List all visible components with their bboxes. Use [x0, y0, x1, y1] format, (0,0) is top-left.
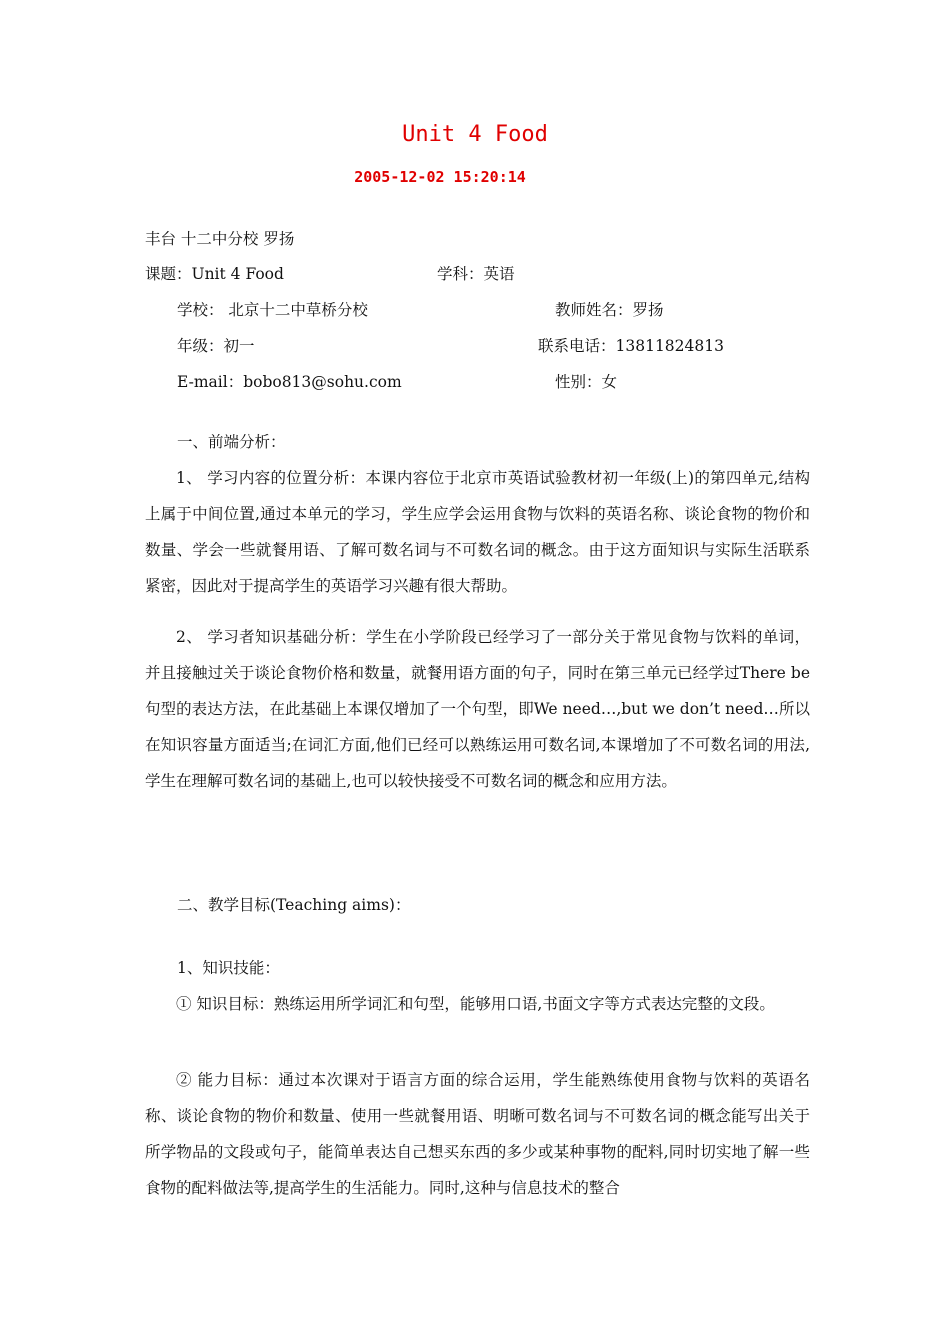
document-title: Unit 4 Food [402, 122, 548, 147]
analysis-paragraph-1: 1、 学习内容的位置分析：本课内容位于北京市英语试验教材初一年级(上)的第四单元,结构上属于中间位置,通过本单元的学习，学生应学会运用食物与饮料的英语名称、谈论食物的物价和数量、学会一些就餐用语、了解可数名词与不可数名词的概念。由于这方面知识与实际生活联系紧密，因此对于提高学生的英语学习兴趣有很大帮助。 [145, 469, 810, 595]
aim-ability: ② 能力目标：通过本次课对于语言方面的综合运用，学生能熟练使用食物与饮料的英语名称、谈论食物的物价和数量、使用一些就餐用语、明晰可数名词与不可数名词的概念能写出关于所学物品的文段或句子，能简单表达自己想买东西的多少或某种事物的配料,同时切实地了解一些食物的配料做法等,提高学生的生活能力。同时,这种与信息技术的整合 [145, 1071, 810, 1197]
skills-heading: 1、知识技能： [177, 959, 280, 977]
analysis-paragraph-2: 2、 学习者知识基础分析：学生在小学阶段已经学习了一部分关于常见食物与饮料的单词，并且接触过关于谈论食物价格和数量，就餐用语方面的句子，同时在第三单元已经学过There be句型的表达方法，在此基础上本课仅增加了一个句型，即We need…,but we don’t need…所以在知识容量方面适当;在词汇方面,他们已经可以熟练运用可数名词,本课增加了不可数名词的用法,学生在理解可数名词的基础上,也可以较快接受不可数名词的概念和应用方法。 [145, 628, 810, 790]
info-topic: 课题：Unit 4 Food [145, 265, 284, 283]
info-subject: 学科：英语 [437, 265, 515, 283]
author-line: 丰台 十二中分校 罗扬 [145, 230, 295, 248]
info-teacher: 教师姓名：罗扬 [555, 301, 664, 319]
info-school: 学校： 北京十二中草桥分校 [177, 301, 368, 319]
info-email: E-mail：bobo813@sohu.com [177, 373, 402, 391]
info-phone: 联系电话：13811824813 [538, 337, 724, 355]
aim-knowledge: ① 知识目标：熟练运用所学词汇和句型，能够用口语,书面文字等方式表达完整的文段。 [176, 995, 775, 1013]
section-heading-aims: 二、教学目标(Teaching aims)： [177, 896, 411, 914]
info-gender: 性别：女 [555, 373, 618, 391]
section-heading-analysis: 一、前端分析： [177, 433, 286, 451]
document-date: 2005-12-02 15:20:14 [354, 168, 526, 186]
info-grade: 年级：初一 [177, 337, 255, 355]
